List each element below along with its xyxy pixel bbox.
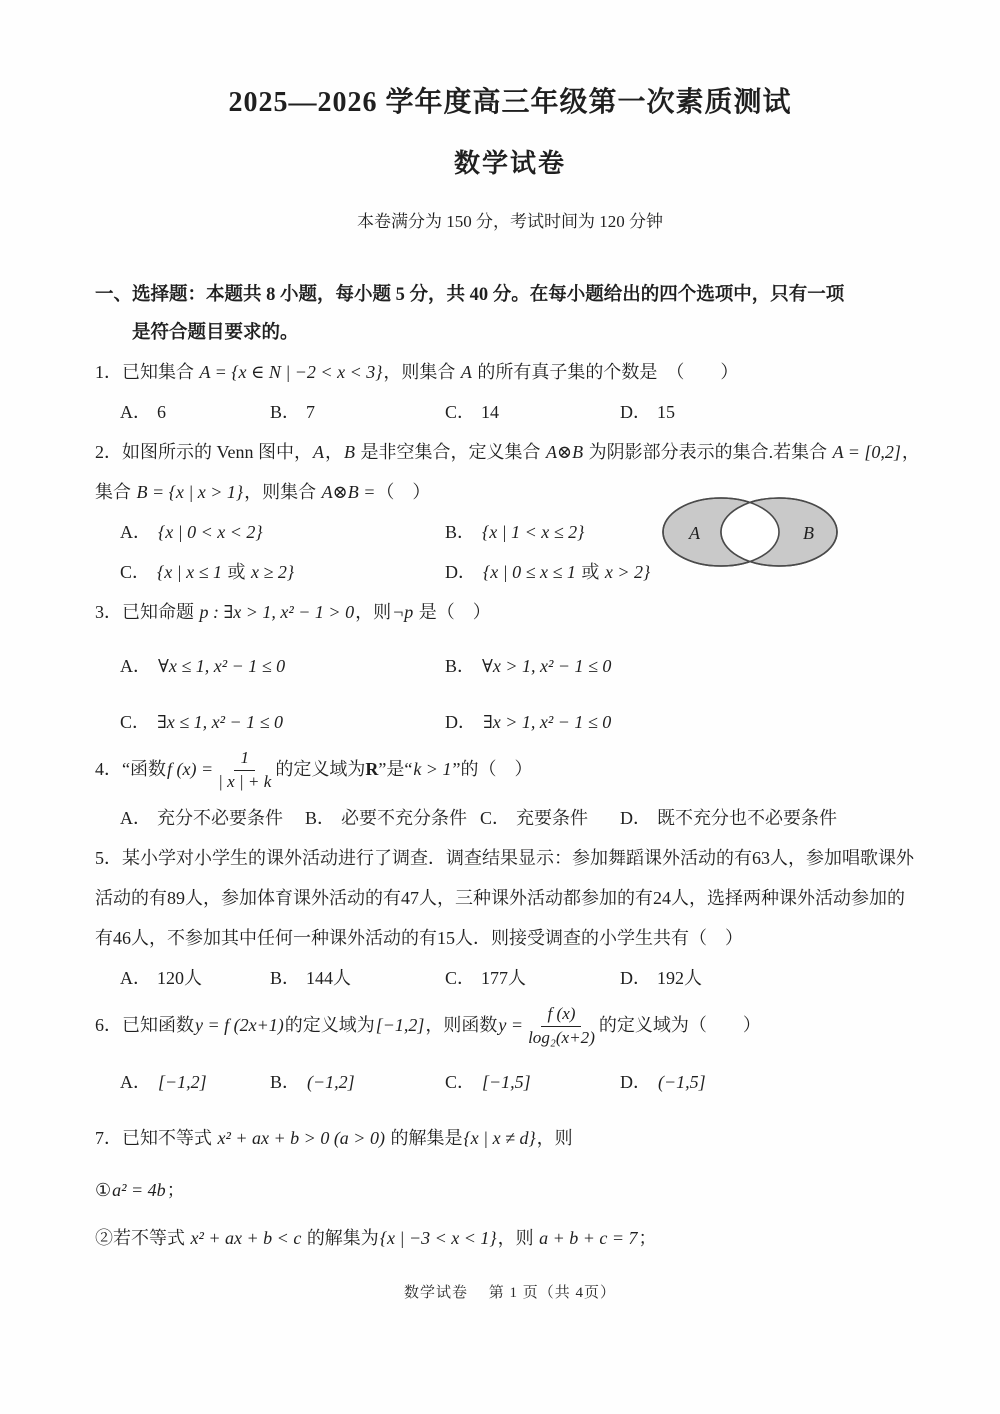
math-run: A = [0,2] [832,442,901,462]
text-run: ，则函数 [425,1015,498,1036]
option-label: C． [445,1072,476,1092]
q4-option-c [480,798,620,838]
math-run: [−1,2] [375,1015,425,1036]
math-run: [−1,5] [482,1072,531,1092]
text-run: ，则 [536,1128,573,1148]
text-run: ， [901,442,920,462]
math-run: A⊗B [546,442,584,462]
option-content [481,1072,532,1092]
q1-option-a [120,392,270,432]
math-run: f (x) = [167,759,214,780]
math-run: A [460,362,472,382]
question-3-text [95,592,925,632]
text-run: 的定义域为 [275,759,366,780]
math-run: ∀x ≤ 1, x² − 1 ≤ 0 [158,656,286,676]
text-run: 4．“函数 [95,759,166,780]
question-7-statement-2 [95,1218,925,1258]
option-content [306,402,315,422]
question-6 [95,998,925,1102]
text-run: ”的（ ） [452,759,533,780]
question-2-text-line1 [95,432,925,472]
math-run: x > 2} [600,562,651,582]
math-run: {x | 0 < x < 2} [158,522,263,542]
option-content [657,1072,707,1092]
text-run: 6 [157,402,166,422]
fraction-denominator: log₂(x+2) [528,1027,595,1047]
q1-option-d [620,392,675,432]
question-5-options [95,958,925,998]
option-content [341,808,467,828]
text-run: ； [638,1228,657,1248]
q4-option-b [305,798,480,838]
text-run: 1．已知集合 [95,362,199,382]
option-label: D． [445,562,476,582]
exam-info: 本卷满分为 150 分，考试时间为 120 分钟 [357,212,663,231]
q5-option-a [120,958,270,998]
question-5 [95,838,925,998]
text-run: 15 [657,402,675,422]
option-content [157,968,202,988]
question-7 [95,1118,925,1258]
option-content [481,968,526,988]
text-run: 的定义域为（ ） [598,1015,761,1036]
math-run: ∃x > 1, x² − 1 ≤ 0 [483,712,612,732]
question-7-statement-1 [95,1170,925,1210]
question-3-options-cd [95,702,925,742]
option-content [157,808,283,828]
math-run: ∀x > 1, x² − 1 ≤ 0 [482,656,612,676]
option-label: A． [120,1072,151,1092]
option-content [657,808,837,828]
text-run: ，则集合 [244,482,321,502]
text-run: 的解集为 [302,1228,379,1248]
text-run: ”是“ [378,759,413,780]
fraction [218,748,271,792]
question-6-options [95,1062,925,1102]
math-run: (−1,2] [307,1072,355,1092]
option-label: A． [120,808,151,828]
text-run: 或 [227,562,246,582]
venn-label-a: A [689,523,700,543]
option-label: B． [270,1072,301,1092]
text-run: 或 [581,562,600,582]
option-label: B． [445,522,476,542]
text-run: 必要不充分条件 [341,808,468,828]
math-run: ¬p [392,602,414,622]
section-choice-header [95,276,925,352]
math-run: {x | 1 < x ≤ 2} [482,522,585,542]
math-run: y = [498,1015,524,1036]
text-run: 120人 [157,968,202,988]
text-run: 2．如图所示的 Venn 图中， [95,442,312,462]
option-content [482,562,651,582]
option-label: C． [120,562,151,582]
q2-option-a [120,512,445,552]
venn-label-b: B [803,523,814,543]
math-run: {x | x ≠ d} [463,1128,536,1148]
section-header-line1: 一、选择题：本题共 8 小题，每小题 5 分，共 40 分。在每小题给出的四个选项中，只有一项 [95,285,845,305]
option-label: C． [480,808,511,828]
option-label: A． [120,522,151,542]
text-run: ， [325,442,343,462]
option-label: D． [620,402,651,422]
text-run: （ ） [376,482,431,502]
text-run: 5．某小学对小学生的课外活动进行了调查．调查结果显示：参加舞蹈课外活动的有63人，参加唱歌课外 [95,848,914,868]
text-run: ； [166,1180,185,1200]
q5-option-d [620,958,702,998]
text-run: 7 [306,402,316,422]
q6-option-c [445,1062,620,1102]
text-run: 192人 [657,968,702,988]
option-content [156,562,295,582]
fraction [528,1004,595,1048]
option-content [657,402,675,422]
option-label: C． [445,402,476,422]
option-content [156,712,284,732]
fraction-numerator: f (x) [541,1004,581,1027]
question-2 [95,432,925,592]
question-3-options-ab [95,646,925,686]
question-6-text [95,998,925,1054]
option-label: A． [120,968,151,988]
q1-option-b [270,392,445,432]
math-run: {x | x ≤ 1 [157,562,227,582]
question-4-options [95,798,925,838]
q2-option-b [445,512,585,552]
option-content [306,968,351,988]
text-run: 集合 [95,482,136,502]
option-content [157,1072,208,1092]
option-content [481,522,585,542]
text-run: 的解集是 [385,1128,463,1148]
math-run: x ≥ 2} [246,562,295,582]
text-run: ，则 [355,602,392,622]
question-5-text-line1 [95,838,925,878]
math-run: x² + ax + b < c [190,1228,302,1248]
text-run: 的所有真子集的个数是 （ ） [472,362,739,382]
text-run: 3．已知命题 [95,602,199,622]
page-footer: 数学试卷 第 1 页（共 4页） [403,1285,616,1301]
text-run: ②若不等式 [95,1228,190,1248]
q2-option-d [445,552,651,592]
math-run: A = {x ∈ N | −2 < x < 3} [199,362,383,382]
venn-diagram [655,490,845,574]
option-content [516,808,588,828]
q6-option-a [120,1062,270,1102]
math-run: a + b + c = 7 [539,1228,638,1248]
q3-option-a [120,646,445,686]
q2-option-c [120,552,445,592]
option-content [482,712,612,732]
question-1-text [95,352,925,392]
text-run: 既不充分也不必要条件 [657,808,837,828]
section-header-line2: 是符合题目要求的。 [132,323,299,343]
text-run: ① [95,1180,112,1200]
text-run: ，则 [497,1228,539,1248]
text-run: 为阴影部分表示的集合.若集合 [584,442,832,462]
q1-option-c [445,392,620,432]
question-3 [95,592,925,742]
q4-option-d [620,798,837,838]
math-run: a² = 4b [112,1180,166,1200]
q3-option-b [445,646,612,686]
math-run: {x | 0 ≤ x ≤ 1 [483,562,581,582]
text-run: ，则集合 [383,362,460,382]
option-label: C． [445,968,476,988]
text-run: 有46人，不参加其中任何一种课外活动的有15人．则接受调查的小学生共有（ ） [95,928,743,948]
exam-title: 2025—2026 学年度高三年级第一次素质测试 [228,87,792,118]
bold-run: R [365,759,379,780]
option-label: A． [120,656,151,676]
q3-option-c [120,702,445,742]
math-run: {x | −3 < x < 1} [379,1228,497,1248]
option-label: D． [620,808,651,828]
exam-subtitle: 数学试卷 [453,149,566,178]
text-run: 的定义域为 [284,1015,375,1036]
option-label: B． [305,808,336,828]
math-run: (−1,5] [658,1072,706,1092]
q4-option-a [120,798,305,838]
question-5-text-line3 [95,918,925,958]
text-run: 充要条件 [516,808,589,828]
question-1-options [95,392,925,432]
q6-option-d [620,1062,707,1102]
option-content [481,402,499,422]
option-label: D． [445,712,476,732]
math-run: k > 1 [413,759,452,780]
question-7-text [95,1118,925,1158]
math-run: ∃x ≤ 1, x² − 1 ≤ 0 [157,712,284,732]
math-run: y = f (2x+1) [195,1015,284,1036]
option-label: B． [445,656,476,676]
question-4 [95,742,925,838]
math-run: p : ∃x > 1, x² − 1 > 0 [199,602,355,622]
option-label: C． [120,712,151,732]
text-run: 活动的有89人，参加体育课外活动的有47人，三种课外活动都参加的有24人，选择两种课外活动参加的 [95,888,905,908]
option-label: D． [620,1072,651,1092]
option-content [481,656,612,676]
option-content [157,522,264,542]
math-run: A [313,442,324,462]
option-content [157,656,286,676]
text-run: 14 [481,402,500,422]
math-run: x² + ax + b > 0 (a > 0) [217,1128,385,1148]
option-label: B． [270,968,301,988]
option-content [306,1072,356,1092]
math-run: A⊗B = [321,482,376,502]
math-run: B [344,442,355,462]
q6-option-b [270,1062,445,1102]
text-run: 7．已知不等式 [95,1128,217,1148]
text-run: 6．已知函数 [95,1015,194,1036]
math-run: [−1,2] [158,1072,207,1092]
q3-option-d [445,702,612,742]
math-run: B = {x | x > 1} [136,482,244,502]
option-content [157,402,166,422]
option-content [657,968,702,988]
text-run: 177人 [481,968,527,988]
fraction-numerator: 1 [234,748,255,771]
text-run: 是非空集合，定义集合 [356,442,545,462]
text-run: 144人 [306,968,352,988]
option-label: B． [270,402,301,422]
option-label: A． [120,402,151,422]
question-5-text-line2 [95,878,925,918]
fraction-denominator: | x | + k [218,771,272,791]
question-4-text [95,742,925,798]
q5-option-c [445,958,620,998]
text-run: 充分不必要条件 [157,808,283,828]
option-label: D． [620,968,651,988]
text-run: 是（ ） [414,602,491,622]
q5-option-b [270,958,445,998]
question-1 [95,352,925,432]
